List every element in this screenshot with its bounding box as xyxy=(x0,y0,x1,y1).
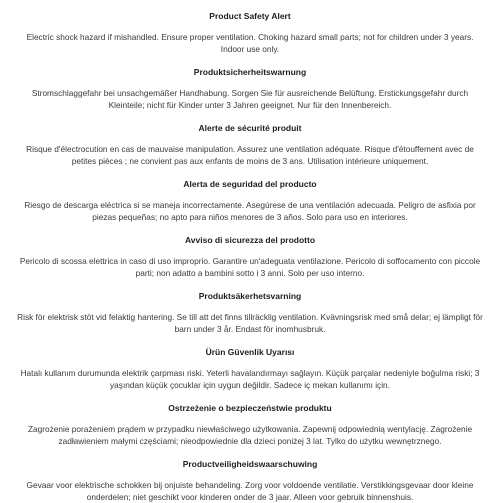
warning-section-en xyxy=(12,11,488,55)
warning-heading: Alerte de sécurité produit xyxy=(198,123,302,133)
warning-text: Pericolo di scossa elettrica in caso di uso improprio. Garantire un'adeguata ventilazione. Pericolo di soffocamento con piccole parti; non adatto a bambini sotto i 3 anni. Solo per uso interno. xyxy=(19,256,481,278)
warning-text: Zagrożenie porażeniem prądem w przypadku niewłaściwego użytkowania. Zapewnij odpowiednią wentylację. Zagrożenie zadławieniem małymi częściami; nieodpowiednie dla dzieci poniżej 3 lat. Tylko do użytku wewnętrznego. xyxy=(27,424,473,446)
warning-section-de xyxy=(12,67,488,111)
warning-section-tr xyxy=(12,347,488,391)
warning-heading: Ostrzeżenie o bezpieczeństwie produktu xyxy=(168,403,332,413)
warning-text: Electric shock hazard if mishandled. Ensure proper ventilation. Choking hazard small parts; not for children under 3 years. Indoor use only. xyxy=(26,32,474,54)
warning-text: Riesgo de descarga eléctrica si se maneja incorrectamente. Asegúrese de una ventilación adecuada. Peligro de asfixia por piezas pequeñas; no apto para niños menores de 3 años. Solo para uso en interiores. xyxy=(24,200,476,222)
warning-text: Risque d'électrocution en cas de mauvaise manipulation. Assurez une ventilation adéquate. Risque d'étouffement avec de petites pièces ; ne convient pas aux enfants de moins de 3 ans. Utilisation intérieure uniquement. xyxy=(26,144,474,166)
warning-section-nl xyxy=(12,459,488,503)
warning-heading: Produktsicherheitswarnung xyxy=(193,67,307,77)
warning-text: Gevaar voor elektrische schokken bij onjuiste behandeling. Zorg voor voldoende ventilatie. Verstikkingsgevaar door kleine onderdelen; niet geschikt voor kinderen onder de 3 jaar. Alleen voor gebruik binnenshuis. xyxy=(26,480,474,502)
warning-text: Stromschlaggefahr bei unsachgemäßer Handhabung. Sorgen Sie für ausreichende Belüftung. Erstickungsgefahr durch Kleinteile; nicht für Kinder unter 3 Jahren geeignet. Nur für den Innenbereich. xyxy=(31,88,469,110)
warning-heading: Avviso di sicurezza del prodotto xyxy=(184,235,316,245)
warning-heading: Ürün Güvenlik Uyarısı xyxy=(205,347,295,357)
warning-section-pl xyxy=(12,403,488,447)
warning-heading: Produktsäkerhetsvarning xyxy=(198,291,302,301)
warning-section-sv xyxy=(12,291,488,335)
warning-section-it xyxy=(12,235,488,279)
warning-section-es xyxy=(12,179,488,223)
warning-heading: Alerta de seguridad del producto xyxy=(183,179,317,189)
warning-text: Hatalı kullanım durumunda elektrik çarpması riski. Yeterli havalandırmayı sağlayın. Küçük parçalar nedeniyle boğulma riski; 3 yaşından küçük çocuklar için uygun değildir. Sadece iç mekan kullanımı için. xyxy=(20,368,480,390)
warning-section-fr xyxy=(12,123,488,167)
warning-heading: Productveiligheidswaarschuwing xyxy=(182,459,318,469)
warning-text: Risk för elektrisk stöt vid felaktig hantering. Se till att det finns tillräcklig ventilation. Kvävningsrisk med små delar; ej lämpligt för barn under 3 år. Endast för inomhusbruk. xyxy=(17,312,483,334)
warning-heading: Product Safety Alert xyxy=(209,11,291,21)
